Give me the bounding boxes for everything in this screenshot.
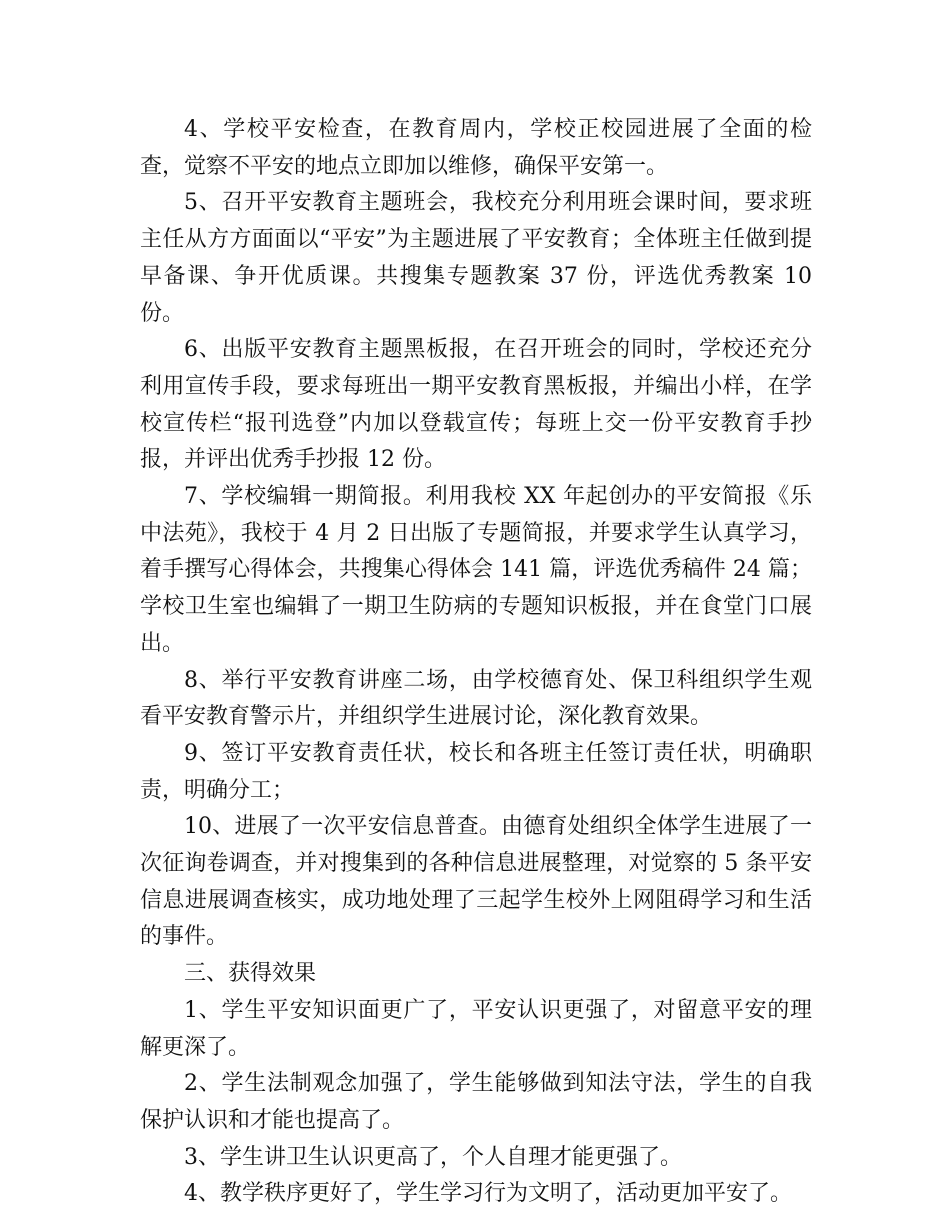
paragraph-responsibility-pledge: 9、签订平安教育责任状，校长和各班主任签订责任状，明确职责，明确分工；	[140, 740, 812, 803]
paragraph-result-order: 4、教学秩序更好了，学生学习行为文明了，活动更加平安了。	[184, 1181, 792, 1207]
paragraph-result-hygiene: 3、学生讲卫生认识更高了，个人自理才能更强了。	[184, 1144, 682, 1170]
paragraph-safety-lectures: 8、举行平安教育讲座二场，由学校德育处、保卫科组织学生观看平安教育警示片，并组织学生进展讨论，深化教育效果。	[140, 667, 812, 730]
paragraph-result-legal-awareness: 2、学生法制观念加强了，学生能够做到知法守法，学生的自我保护认识和才能也提高了。	[140, 1071, 812, 1133]
paragraph-result-knowledge: 1、学生平安知识面更广了，平安认识更强了，对留意平安的理解更深了。	[140, 997, 812, 1060]
paragraph-blackboard-newspaper: 6、出版平安教育主题黑板报，在召开班会的同时，学校还充分利用宣传手段，要求每班出一期平安教育黑板报，并编出小样，在学校宣传栏“报刊选登”内加以登载宣传；每班上交一份平安教育手抄报，并评出优秀手抄报 12 份。	[140, 337, 812, 473]
paragraph-safety-inspection: 4、学校平安检查，在教育周内，学校正校园进展了全面的检查，觉察不平安的地点立即加以维修，确保平安第一。	[140, 117, 812, 179]
paragraph-school-bulletin: 7、学校编辑一期简报。利用我校 XX 年起创办的平安简报《乐中法苑》，我校于 4 月 2 日出版了专题简报，并要求学生认真学习，着手撰写心得体会，共搜集心得体会 141 篇，评选优秀稿件 24 篇；学校卫生室也编辑了一期卫生防病的专题知识板报，并在食堂门口展出。	[140, 484, 812, 656]
document-page	[140, 112, 812, 1213]
paragraph-information-survey: 10、进展了一次平安信息普查。由德育处组织全体学生进展了一次征询卷调查，并对搜集到的各种信息进展整理，对觉察的 5 条平安信息进展调查核实，成功地处理了三起学生校外上网阻碍学习和生活的事件。	[140, 814, 812, 950]
section-heading-results: 三、获得效果	[184, 961, 317, 987]
paragraph-theme-class-meeting: 5、召开平安教育主题班会，我校充分利用班会课时间，要求班主任从方方面面以“平安”为主题进展了平安教育；全体班主任做到提早备课、争开优质课。共搜集专题教案 37 份，评选优秀教案 10 份。	[140, 190, 812, 326]
